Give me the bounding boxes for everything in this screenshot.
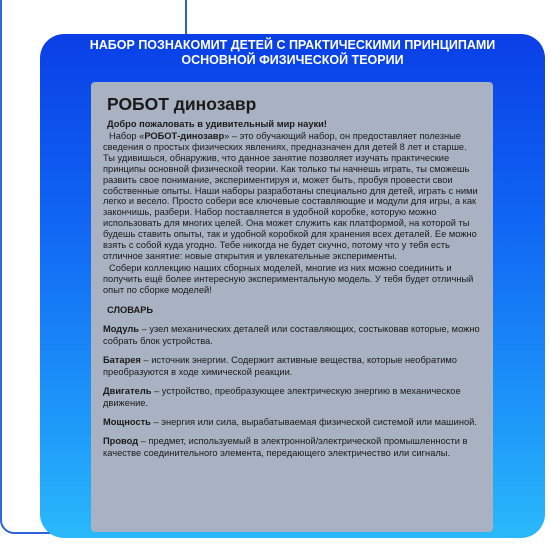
header-line-1: НАБОР ПОЗНАКОМИТ ДЕТЕЙ С ПРАКТИЧЕСКИМИ ПРИНЦИПАМИ [89,38,496,52]
glossary-term: Мощность [103,417,151,428]
panel-header [40,38,545,68]
intro-body: » – это обучающий набор, он предоставляет полезные сведения о простых физических явлениях, предназначен для детей 8 лет и старше. Ты удивишься, обнаружив, что данное занятие позволяет изучать практические принципы основной физической теории. Как только ты начнешь играть, ты сможешь развить свое понимание, экспериментируя и, может быть, пробуя провести свои собственные опыты. Наши наборы разработаны специально для детей, играть с ними легко и весело. Просто собери все ключевые составляющие и модули для игры, а как закончишь, разбери. Набор поставляется в удобной коробке, которую можно использовать для многих целей. Она может служить как платформой, на которой ты будешь ставить опыты, так и удобной коробкой для хранения всех деталей. Ее можно взять с собой куда угодно. Тебе никогда не будет скучно, потому что у тебя есть отличное занятие: новые открытия и увлекательные эксперименты. [103,131,478,261]
glossary-definition: – устройство, преобразующее электрическую энергию в механическое движение. [103,385,461,409]
product-name: РОБОТ-динозавр [144,131,225,141]
info-panel [40,34,545,538]
glossary-item [103,354,481,378]
welcome-text: Добро пожаловать в удивительный мир науки! [107,119,327,129]
intro-prefix: Набор « [109,131,145,141]
glossary-term: Модуль [103,323,139,334]
glossary-item [103,416,481,428]
card-title: РОБОТ динозавр [107,94,257,114]
header-line-2: ОСНОВНОЙ ФИЗИЧЕСКОЙ ТЕОРИИ [181,53,404,67]
glossary-list [103,323,481,460]
glossary-term: Батарея [103,354,141,365]
glossary-item [103,435,481,459]
glossary-definition: – энергия или сила, вырабатываемая физической системой или машиной. [150,417,477,428]
glossary-definition: – узел механических деталей или составляющих, состыковав которые, можно собрать блок устройства. [103,323,480,346]
glossary-item [103,385,481,409]
glossary-definition: – источник энергии. Содержит активные вещества, которые необратимо преобразуются в ходе химической реакции. [103,354,457,377]
glossary-term: Провод [103,436,139,447]
glossary-term: Двигатель [103,385,152,396]
collection-paragraph: Собери коллекцию наших сборных моделей, многие из них можно соединить и получить ещё более интересную экспериментальную модель. У тебя будет отличный опыт по сборке моделей! [103,262,474,295]
glossary-item [103,323,481,347]
glossary-definition: – предмет, используемый в электронной/электрической промышленности в качестве соединительного элемента, передающего электричество или сигналы. [103,436,468,459]
intro-paragraph [103,131,481,262]
content-card [91,82,493,532]
glossary-title: СЛОВАРЬ [107,304,154,315]
